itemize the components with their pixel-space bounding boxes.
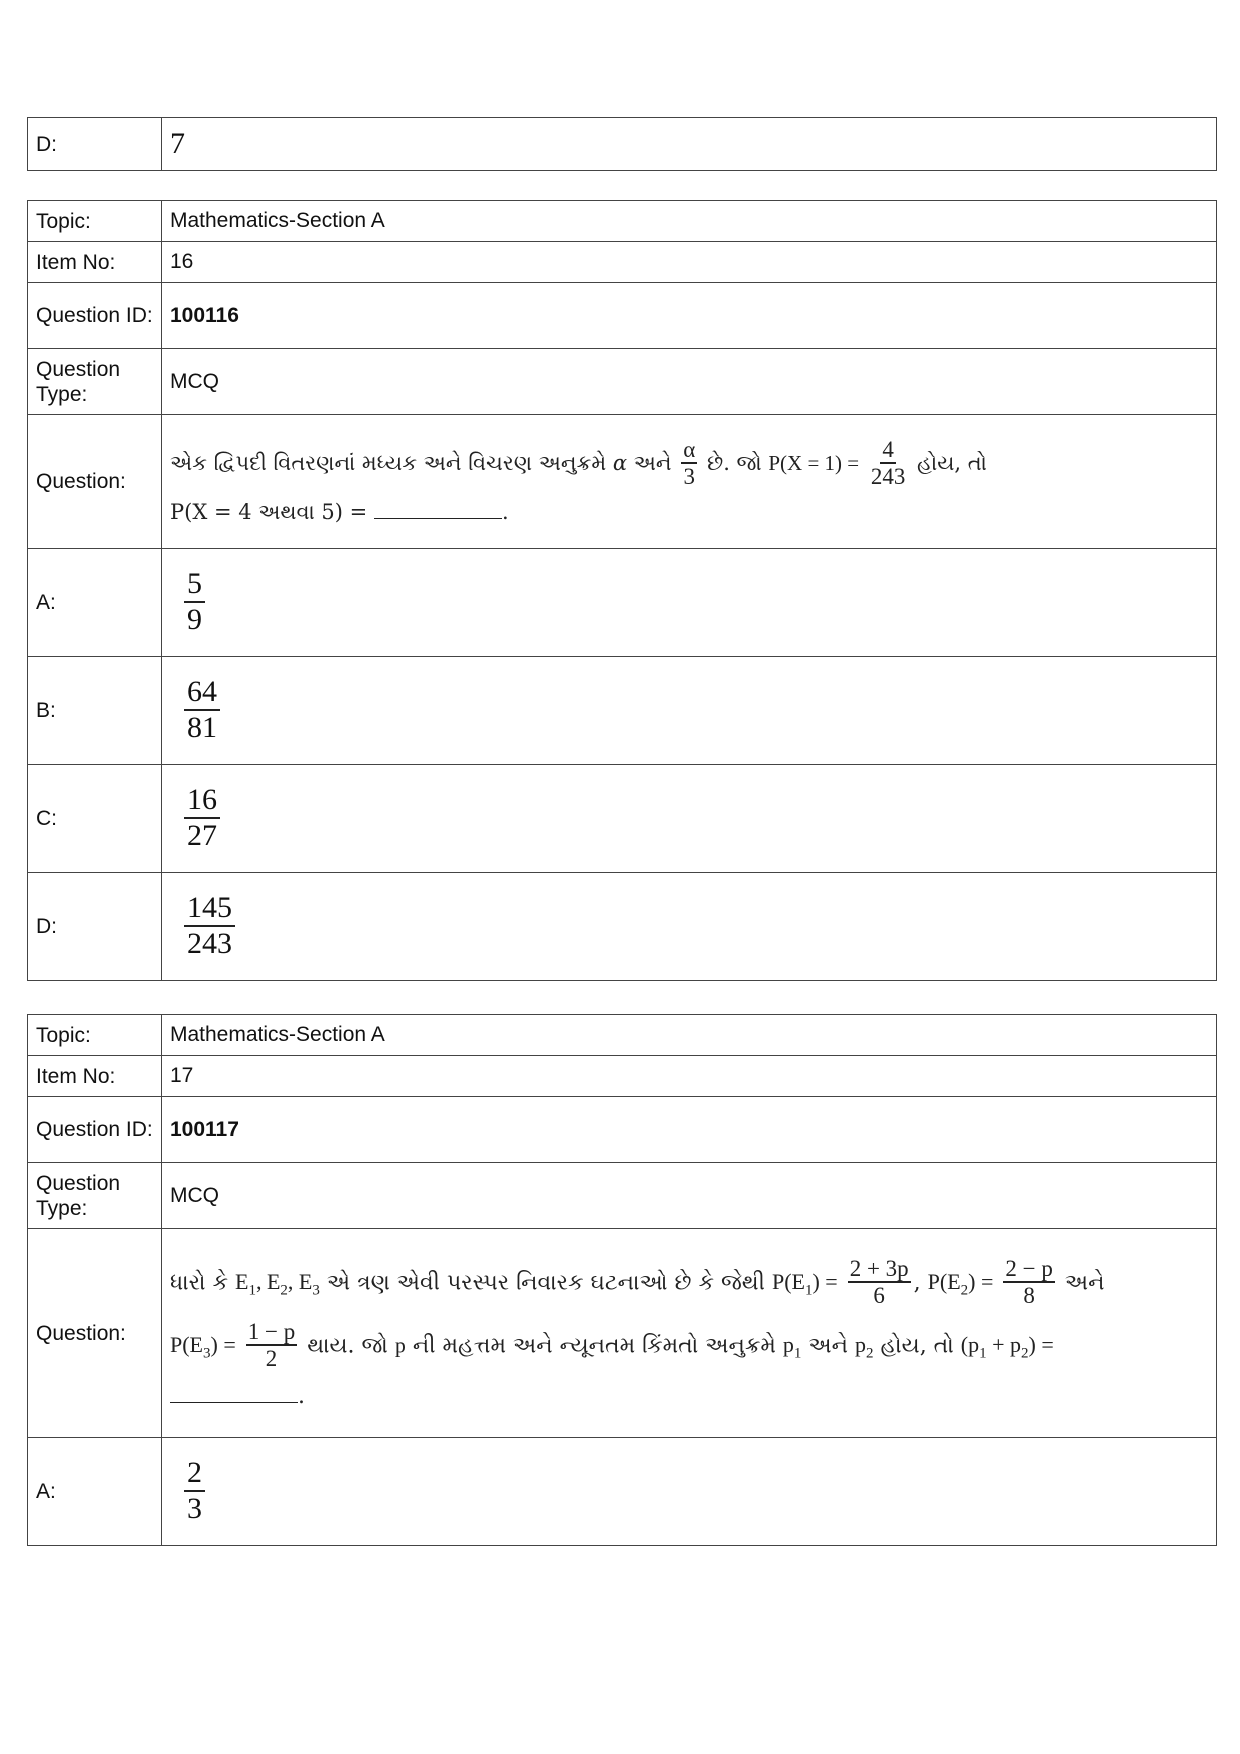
variable-p1: $p_1$ bbox=[782, 1331, 802, 1362]
topic-label: Topic: bbox=[28, 1015, 162, 1056]
option-d-label: D: bbox=[28, 873, 162, 981]
question-text: એક દ્વિપદી વિતરણનાં મધ્યક અને વિચરણ અનુક્રમે α અને $\frac{\alpha}{3}$ છે. જો P(X = 1) = $\frac{4}{243}$ હોય, તો P(X = 4 અથવા 5) = . bbox=[162, 415, 1217, 549]
variable-p: p bbox=[394, 1331, 406, 1357]
answer-blank bbox=[374, 496, 502, 519]
option-c-value bbox=[162, 765, 1217, 873]
option-b-label: B: bbox=[28, 657, 162, 765]
probability-expression-2: P(X = 4 અથવા 5) = bbox=[170, 500, 368, 525]
item-no-value: 17 bbox=[162, 1056, 1217, 1097]
question-text-part: થાય. જો bbox=[307, 1332, 388, 1358]
question-text-part: અને bbox=[1064, 1270, 1105, 1296]
question-text-part: ધારો કે bbox=[170, 1270, 228, 1296]
question-text-part: છે. જો bbox=[706, 450, 762, 475]
topic-value: Mathematics-Section A bbox=[162, 201, 1217, 242]
question-type-value: MCQ bbox=[162, 349, 1217, 415]
question-text-part: એ ત્રણ એવી પરસ્પર નિવારક ઘટનાઓ છે કે જેથી bbox=[326, 1270, 765, 1296]
question-text-part: અને bbox=[808, 1332, 849, 1358]
item-no-label: Item No: bbox=[28, 1056, 162, 1097]
sum-expression: $(p_1 + p_2)$ = bbox=[960, 1331, 1054, 1362]
question-text-part: ની મહત્તમ અને ન્યૂનતમ કિંમતો અનુક્રમે bbox=[412, 1332, 776, 1358]
option-a-value bbox=[162, 549, 1217, 657]
item-no-label: Item No: bbox=[28, 242, 162, 283]
option-d-fraction: $\frac{145}{243}$ bbox=[184, 892, 235, 961]
question-type-label: Question Type: bbox=[28, 349, 162, 415]
answer-blank bbox=[170, 1380, 298, 1403]
option-a-label: A: bbox=[28, 1438, 162, 1546]
option-c-fraction: $\frac{16}{27}$ bbox=[184, 784, 220, 853]
topic-label: Topic: bbox=[28, 201, 162, 242]
fraction-2-minus-p-over-8: $\frac{2 - p}{8}$ bbox=[1005, 1255, 1053, 1309]
option-c-label: C: bbox=[28, 765, 162, 873]
option-d-label: D: bbox=[28, 118, 162, 171]
topic-value: Mathematics-Section A bbox=[162, 1015, 1217, 1056]
fraction-1-minus-p-over-2: $\frac{1 - p}{2}$ bbox=[247, 1318, 296, 1371]
question-id-value: 100117 bbox=[162, 1097, 1217, 1163]
option-a-value bbox=[162, 1438, 1217, 1546]
probability-expression: P(X = 1) = bbox=[768, 450, 860, 475]
fraction-4-over-243: $\frac{4}{243}$ bbox=[870, 436, 906, 489]
fraction-2-plus-3p-over-6: $\frac{2 + 3p}{6}$ bbox=[849, 1255, 909, 1309]
previous-question-table bbox=[27, 117, 1217, 171]
question-id-label: Question ID: bbox=[28, 1097, 162, 1163]
question-id-label: Question ID: bbox=[28, 283, 162, 349]
option-d-value: 7 bbox=[162, 118, 1217, 171]
question-text-part: અને bbox=[633, 450, 672, 475]
option-b-value bbox=[162, 657, 1217, 765]
question-text-part: હોય, તો bbox=[880, 1332, 954, 1358]
item-no-value: 16 bbox=[162, 242, 1217, 283]
question-16-table bbox=[27, 200, 1217, 981]
option-a-fraction: $\frac{5}{9}$ bbox=[184, 568, 205, 637]
question-label: Question: bbox=[28, 415, 162, 549]
option-b-fraction: $\frac{64}{81}$ bbox=[184, 676, 220, 745]
question-type-value: MCQ bbox=[162, 1163, 1217, 1229]
probability-e2: $P(E_2)$ = bbox=[927, 1269, 994, 1299]
question-17-table bbox=[27, 1014, 1217, 1546]
fraction-alpha-over-3: $\frac{\alpha}{3}$ bbox=[683, 436, 696, 489]
question-text-part: હોય, તો bbox=[917, 450, 987, 475]
option-a-fraction: $\frac{2}{3}$ bbox=[184, 1457, 205, 1526]
question-type-label: Question Type: bbox=[28, 1163, 162, 1229]
option-d-value bbox=[162, 873, 1217, 981]
event-list: $E_1$, $E_2$, $E_3$ bbox=[235, 1269, 320, 1299]
question-id-value: 100116 bbox=[162, 283, 1217, 349]
question-label: Question: bbox=[28, 1229, 162, 1438]
question-text: ધારો કે $E_1$, $E_2$, $E_3$ એ ત્રણ એવી પરસ્પર નિવારક ઘટનાઓ છે કે જેથી $P(E_1)$ = $\frac{2 + 3p}{6}$ , $P(E_2)$ = $\frac{2 - p}{8}$ અને $P(E_3)$ = $\frac{1 - p}{2}$ થાય. જો p ની મહત્તમ અને ન્યૂનતમ કિંમતો અનુક્રમે $p_1$ અને $p_2$ હોય, તો $(p_1 + p_2)$ = . bbox=[162, 1229, 1217, 1438]
alpha-symbol: α bbox=[612, 450, 628, 475]
probability-e3: $P(E_3)$ = bbox=[170, 1331, 236, 1362]
variable-p2: $p_2$ bbox=[855, 1331, 874, 1362]
question-text-part: એક દ્વિપદી વિતરણનાં મધ્યક અને વિચરણ અનુક્રમે bbox=[170, 450, 607, 475]
probability-e1: $P(E_1)$ = bbox=[771, 1269, 838, 1299]
option-a-label: A: bbox=[28, 549, 162, 657]
